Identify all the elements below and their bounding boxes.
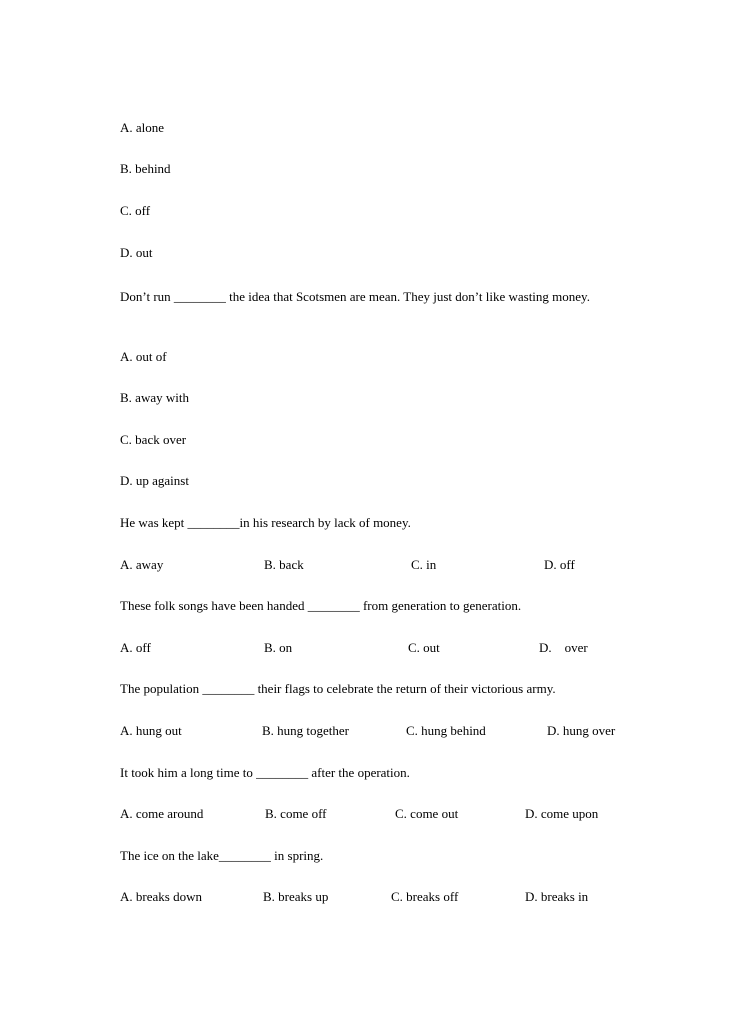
option-a: A. out of <box>120 349 167 364</box>
option-d: D. hung over <box>547 723 616 738</box>
question-text: Don’t run ________ the idea that Scotsmen are mean. They just don’t like wasting money. <box>120 289 590 304</box>
option-b: B. away with <box>120 390 189 405</box>
question-text: He was kept ________in his research by lack of money. <box>120 515 411 530</box>
option-b: B. behind <box>120 161 171 176</box>
option-c: C. off <box>120 203 151 218</box>
option-d: D. off <box>544 557 575 572</box>
option-a: A. off <box>120 640 151 655</box>
option-b: B. on <box>264 640 293 655</box>
option-d: D. up against <box>120 473 189 488</box>
option-a: A. breaks down <box>120 889 202 904</box>
option-c: C. out <box>408 640 440 655</box>
option-c: C. come out <box>395 806 459 821</box>
question-text: It took him a long time to ________ after the operation. <box>120 765 410 780</box>
option-b: B. back <box>264 557 304 572</box>
option-b: B. hung together <box>262 723 350 738</box>
option-b: B. come off <box>265 806 327 821</box>
option-a: A. hung out <box>120 723 182 738</box>
option-d: D. over <box>539 640 588 655</box>
option-d: D. out <box>120 245 153 260</box>
option-a: A. come around <box>120 806 204 821</box>
option-d: D. come upon <box>525 806 599 821</box>
question-text: These folk songs have been handed ________ from generation to generation. <box>120 598 522 613</box>
option-c: C. in <box>411 557 437 572</box>
option-d: D. breaks in <box>525 889 589 904</box>
option-c: C. hung behind <box>406 723 486 738</box>
option-c: C. breaks off <box>391 889 459 904</box>
option-b: B. breaks up <box>263 889 329 904</box>
option-a: A. away <box>120 557 164 572</box>
question-text: The population ________ their flags to celebrate the return of their victorious army. <box>120 681 556 696</box>
option-a: A. alone <box>120 120 165 135</box>
option-c: C. back over <box>120 432 187 447</box>
question-text: The ice on the lake________ in spring. <box>120 848 324 863</box>
